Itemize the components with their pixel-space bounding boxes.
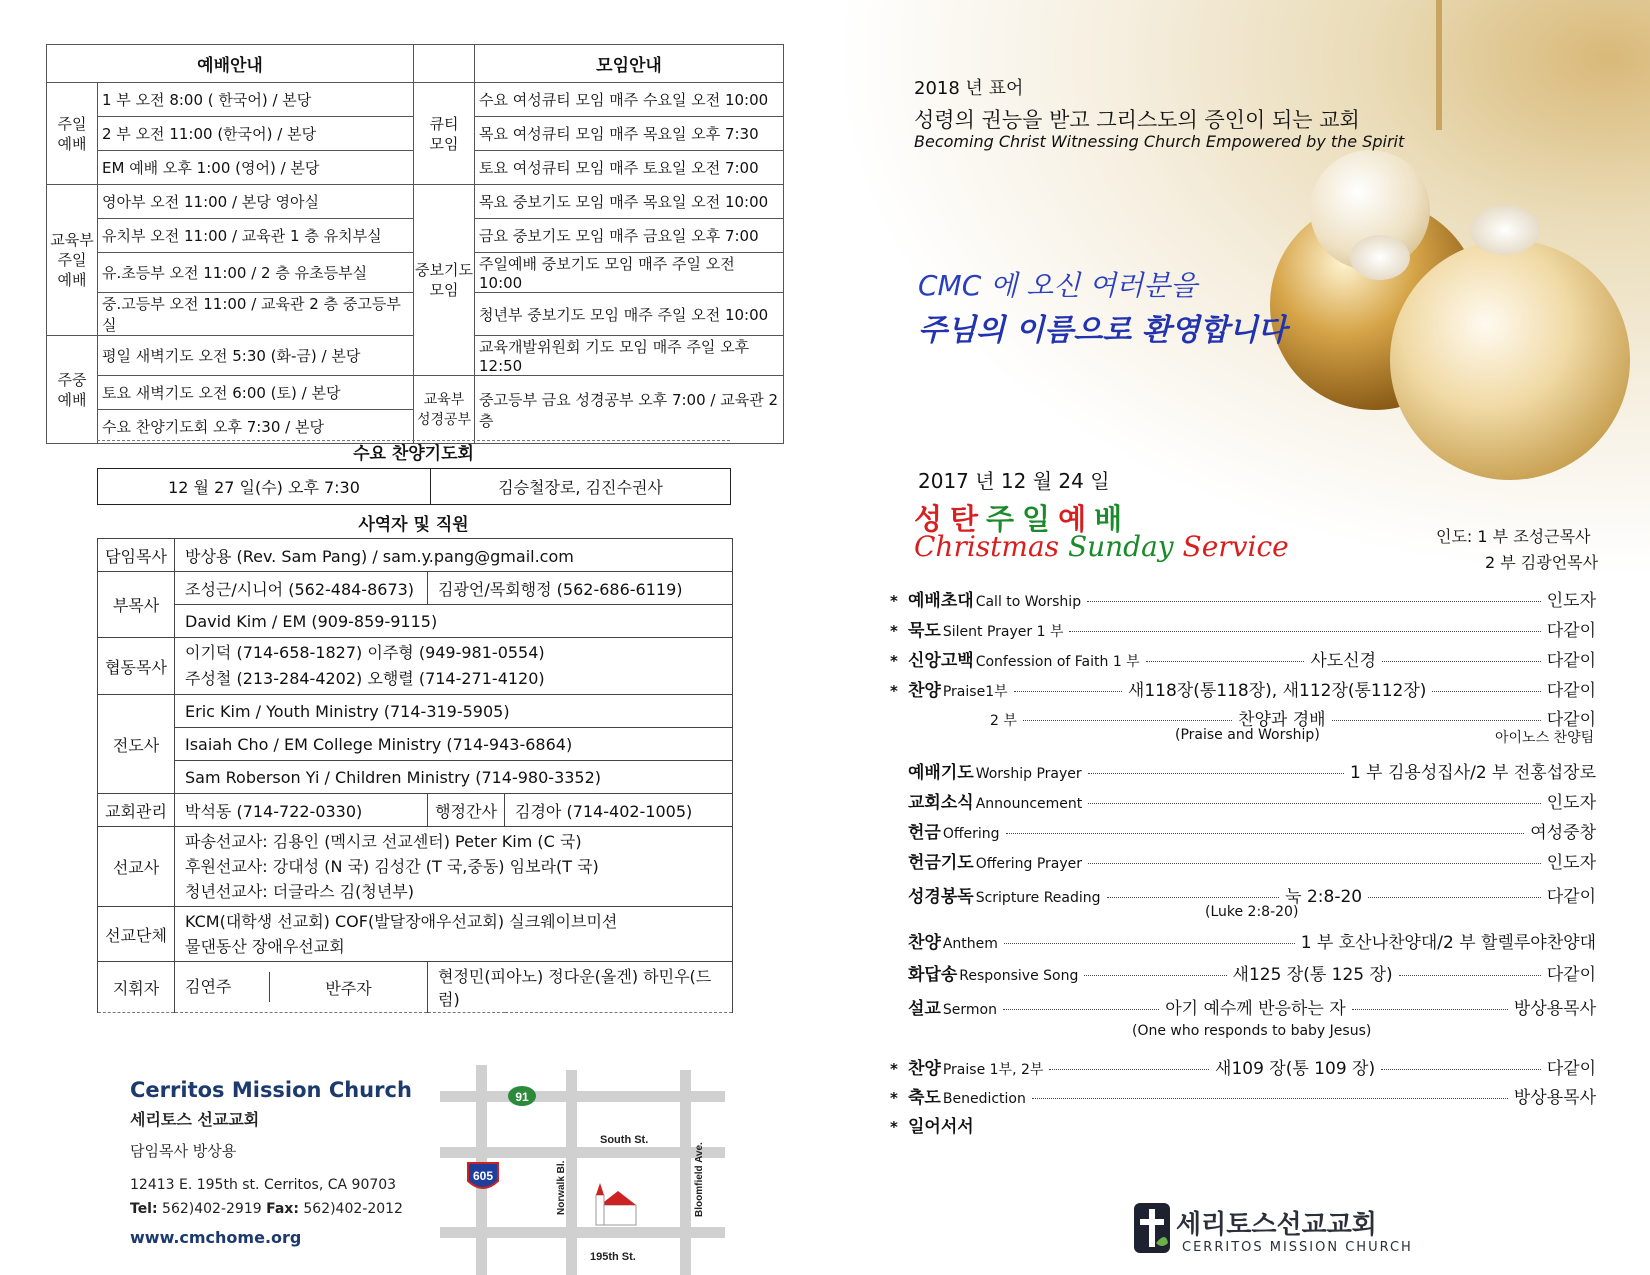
order-english: Offering Prayer	[975, 856, 1083, 872]
evangelist-1: Eric Kim / Youth Ministry (714-319-5905)	[175, 695, 733, 728]
weekday-category: 주중 예배	[47, 336, 98, 444]
order-korean: 찬양	[908, 1059, 941, 1079]
associate-3: David Kim / EM (909-859-9115)	[175, 605, 733, 638]
order-item	[890, 616, 1596, 641]
dot-leader	[1006, 833, 1525, 834]
order-korean: 찬양	[908, 933, 941, 953]
church-name-kr: 세리토스 선교교회	[130, 1110, 260, 1129]
order-korean: 교회소식	[908, 793, 974, 813]
wednesday-title: 수요 찬양기도회	[97, 440, 730, 465]
mission-orgs	[175, 907, 733, 962]
order-content: 새125 장(통 125 장)	[1232, 965, 1393, 985]
order-item	[890, 646, 1596, 671]
dot-leader	[1084, 975, 1226, 976]
edu-service-3: 유.초등부 오전 11:00 / 2 층 유초등부실	[98, 253, 414, 293]
dot-leader	[1014, 691, 1122, 692]
dot-leader	[1352, 1009, 1508, 1010]
dot-leader	[1107, 897, 1280, 898]
sunday-category: 주일 예배	[47, 83, 98, 185]
order-responsible: 다같이	[1546, 965, 1597, 985]
order-responsible: 다같이	[1546, 887, 1597, 907]
org-label: 선교단체	[98, 907, 175, 962]
order-english: Offering	[942, 826, 1000, 842]
fax-label: Fax:	[266, 1201, 299, 1217]
order-english: Benediction	[942, 1091, 1026, 1107]
dot-leader	[1049, 1069, 1209, 1070]
order-korean: 헌금	[908, 823, 941, 843]
edu-service-1: 영아부 오전 11:00 / 본당 영아실	[98, 185, 414, 219]
order-item	[890, 928, 1596, 953]
motto-english: Becoming Christ Witnessing Church Empowered by the Spirit	[914, 132, 1405, 151]
service-date: 2017 년 12 월 24 일	[918, 469, 1110, 493]
order-korean: 헌금기도	[908, 853, 974, 873]
accomp-label: 반주자	[325, 978, 372, 998]
order-english: Praise 1부, 2부	[942, 1062, 1044, 1078]
title-char-6: 배	[1094, 502, 1131, 536]
prayer-meeting-2: 금요 중보기도 모임 매주 금요일 오후 7:00	[475, 219, 784, 253]
title-char-1: 성	[914, 502, 951, 536]
order-content: 새109 장(통 109 장)	[1215, 1059, 1376, 1079]
edu-service-4: 중.고등부 오전 11:00 / 교육관 2 층 중고등부실	[98, 293, 414, 336]
welcome-line-2: 주님의 이름으로 환영합니다	[918, 313, 1287, 348]
luke-note: (Luke 2:8-20)	[1205, 904, 1299, 920]
dot-leader	[1088, 863, 1541, 864]
hwy-605-label: 605	[472, 1169, 494, 1183]
order-responsible: 인도자	[1546, 853, 1596, 873]
dot-leader	[1368, 897, 1541, 898]
title-char-5: 예	[1058, 502, 1095, 536]
hwy-91-label: 91	[515, 1090, 529, 1104]
dot-leader	[1381, 1069, 1541, 1070]
accompanists: 현정민(피아노) 정다운(올겐) 하민우(드럼)	[428, 962, 733, 1013]
conductor-label: 지휘자	[98, 962, 175, 1013]
edu-service-2: 유치부 오전 11:00 / 교육관 1 층 유치부실	[98, 219, 414, 253]
bible-study: 중고등부 금요 성경공부 오후 7:00 / 교육관 2 층	[475, 376, 784, 444]
service-meeting-table	[46, 44, 784, 444]
order-korean: 화답송	[908, 965, 958, 985]
facility-manager: 박석동 (714-722-0330)	[175, 794, 428, 827]
order-item	[890, 1112, 1596, 1137]
admin-label: 행정간사	[428, 794, 505, 827]
admin-staff: 김경아 (714-402-1005)	[505, 794, 733, 827]
dot-leader	[1087, 601, 1541, 602]
tel-number: 562)402-2919	[162, 1201, 262, 1217]
order-responsible: 다같이	[1546, 651, 1596, 671]
prayer-meeting-5: 교육개발위원회 기도 모임 매주 주일 오후 12:50	[475, 336, 784, 376]
missionaries	[175, 827, 733, 907]
dot-leader	[1332, 720, 1541, 721]
staff-title: 사역자 및 직원	[358, 515, 469, 535]
qt-category: 큐티 모임	[414, 83, 475, 185]
order-star: *	[890, 622, 898, 640]
order-english: Responsive Song	[959, 968, 1079, 984]
org-line-1: KCM(대학생 선교회) COF(발달장애우선교회) 실크웨이브미션	[185, 912, 618, 931]
service-title-english	[914, 530, 1289, 563]
dot-leader	[1069, 631, 1540, 632]
order-star: *	[890, 1089, 898, 1107]
order-korean: 예배초대	[908, 591, 974, 611]
order-english: Silent Prayer 1 부	[942, 624, 1064, 640]
church-address: 12413 E. 195th st. Cerritos, CA 90703	[130, 1177, 397, 1193]
dot-leader	[1399, 975, 1541, 976]
dot-leader	[1088, 803, 1540, 804]
ribbon-bow-right	[1470, 205, 1540, 255]
logo-english: CERRITOS MISSION CHURCH	[1182, 1240, 1413, 1255]
sunday-service-1: 1 부 오전 8:00 ( 한국어) / 본당	[98, 83, 414, 117]
leader-line-1: 인도: 1 부 조성근목사	[1436, 527, 1591, 546]
195th-label: 195th St.	[590, 1251, 636, 1263]
welcome-line-1: CMC 에 오신 여러분을	[918, 269, 1198, 302]
church-map	[440, 1065, 725, 1275]
ornament-string	[1436, 0, 1442, 130]
church-pastor: 담임목사 방상용	[130, 1142, 237, 1160]
title-char-4: 일	[1022, 502, 1059, 536]
order-content: 사도신경	[1310, 651, 1377, 671]
church-name-en: Cerritos Mission Church	[130, 1078, 412, 1102]
order-english: Announcement	[975, 796, 1083, 812]
qt-meeting-3: 토요 여성큐티 모임 매주 토요일 오전 7:00	[475, 151, 784, 185]
order-responsible: 다같이	[1546, 681, 1597, 701]
org-line-2: 물댄동산 장애우선교회	[185, 937, 345, 956]
order-star: *	[890, 592, 898, 610]
dot-leader	[1023, 720, 1232, 721]
sunday-service-2: 2 부 오전 11:00 (한국어) / 본당	[98, 117, 414, 151]
order-responsible: 방상용목사	[1513, 1088, 1596, 1108]
order-item	[890, 994, 1596, 1019]
order-english: Anthem	[942, 936, 998, 952]
order-responsible: 다같이	[1546, 621, 1596, 641]
missionary-line-3: 청년선교사: 더글라스 김(청년부)	[185, 882, 414, 901]
dot-leader	[1382, 661, 1541, 662]
title-en-service: Service	[1182, 530, 1289, 563]
order-responsible: 여성중창	[1530, 823, 1596, 843]
order-content: 아기 예수께 반응하는 자	[1165, 999, 1346, 1019]
coop-label: 협동목사	[98, 638, 175, 695]
associate-2: 김광언/목회행정 (562-686-6119)	[428, 572, 733, 605]
order-korean: 성경봉독	[908, 887, 974, 907]
coop-pastors	[175, 638, 733, 695]
order-item	[890, 676, 1596, 701]
order-star: *	[890, 1060, 898, 1078]
meeting-header: 모임안내	[475, 45, 784, 83]
order-star: *	[890, 652, 898, 670]
order-english: 2 부	[990, 713, 1017, 729]
church-phone	[130, 1201, 403, 1217]
dot-leader	[1146, 661, 1305, 662]
order-star: *	[890, 1118, 898, 1136]
title-char-3: 주	[986, 502, 1023, 536]
order-item	[890, 960, 1596, 985]
order-english: Praise1부	[942, 684, 1008, 700]
order-responsible: 1 부 호산나찬양대/2 부 할렐루야찬양대	[1300, 933, 1596, 953]
weekday-service-2: 토요 새벽기도 오전 6:00 (토) / 본당	[98, 376, 414, 410]
conductor	[175, 962, 428, 1013]
norwalk-label: Norwalk Bl.	[556, 1160, 567, 1215]
prayer-meeting-3: 주일예배 중보기도 모임 매주 주일 오전 10:00	[475, 253, 784, 293]
motto-korean: 성령의 권능을 받고 그리스도의 증인이 되는 교회	[914, 108, 1360, 132]
praise-team-note: 아이노스 찬양팀	[1495, 730, 1595, 746]
tel-label: Tel:	[130, 1201, 158, 1217]
wednesday-table	[97, 468, 731, 505]
order-english: Sermon	[942, 1002, 997, 1018]
order-responsible: 다같이	[1546, 1059, 1596, 1079]
dot-leader	[1432, 691, 1540, 692]
order-responsible: 1 부 김용성집사/2 부 전홍섭장로	[1349, 763, 1596, 783]
edu-category: 교육부 주일 예배	[47, 185, 98, 336]
senior-pastor: 방상용 (Rev. Sam Pang) / sam.y.pang@gmail.com	[175, 539, 733, 572]
order-english: Call to Worship	[975, 594, 1082, 610]
prayer-meeting-1: 목요 중보기도 모임 매주 목요일 오전 10:00	[475, 185, 784, 219]
bloomfield-label: Bloomfield Ave.	[694, 1142, 705, 1217]
order-korean: 축도	[908, 1088, 941, 1108]
order-korean: 신앙고백	[908, 651, 974, 671]
leader-line-2: 2 부 김광언목사	[1485, 553, 1599, 572]
dot-leader	[1004, 943, 1295, 944]
church-website[interactable]: www.cmchome.org	[130, 1228, 302, 1247]
staff-table	[97, 538, 733, 1013]
associate-1: 조성근/시니어 (562-484-8673)	[175, 572, 428, 605]
order-item	[890, 788, 1596, 813]
missionary-line-1: 파송선교사: 김용인 (멕시코 선교센터) Peter Kim (C 국)	[185, 832, 582, 851]
wednesday-leaders: 김승철장로, 김진수권사	[431, 469, 731, 505]
order-content: 눅 2:8-20	[1285, 887, 1363, 907]
church-logo-icon	[1134, 1203, 1170, 1253]
dot-leader	[1032, 1098, 1508, 1099]
title-char-2: 탄	[950, 502, 987, 536]
qt-meeting-2: 목요 여성큐티 모임 매주 목요일 오후 7:30	[475, 117, 784, 151]
order-item	[890, 818, 1596, 843]
evangelist-2: Isaiah Cho / EM College Ministry (714-943-6864)	[175, 728, 733, 761]
order-item	[890, 1083, 1596, 1108]
sunday-service-3: EM 예배 오후 1:00 (영어) / 본당	[98, 151, 414, 185]
missionary-line-2: 후원선교사: 강대성 (N 국) 김성간 (T 국,중동) 임보라(T 국)	[185, 857, 599, 876]
fax-number: 562)402-2012	[303, 1201, 403, 1217]
order-item	[890, 758, 1596, 783]
coop-line-2: 주성철 (213-284-4202) 오행렬 (714-271-4120)	[185, 669, 545, 688]
dot-leader	[1003, 1009, 1159, 1010]
order-responsible: 다같이	[1546, 710, 1596, 730]
order-content: 새118장(통118장), 새112장(통112장)	[1127, 681, 1427, 701]
weekday-service-1: 평일 새벽기도 오전 5:30 (화-금) / 본당	[98, 336, 414, 376]
order-item	[890, 848, 1596, 873]
order-korean: 묵도	[908, 621, 941, 641]
title-en-sunday: Sunday	[1067, 530, 1174, 563]
order-english: Scripture Reading	[975, 890, 1101, 906]
evangelist-label: 전도사	[98, 695, 175, 794]
conductor-name: 김연주	[175, 972, 270, 1002]
wednesday-date: 12 월 27 일(수) 오후 7:30	[98, 469, 431, 505]
missionary-label: 선교사	[98, 827, 175, 907]
facility-label: 교회관리	[98, 794, 175, 827]
gold-ornament-right	[1390, 240, 1630, 480]
praise-worship-note: (Praise and Worship)	[1175, 727, 1320, 743]
senior-label: 담임목사	[98, 539, 175, 572]
ribbon-bow-left	[1350, 235, 1410, 280]
year-motto-label: 2018 년 표어	[914, 78, 1024, 99]
order-item	[890, 1054, 1596, 1079]
weekday-service-3: 수요 찬양기도회 오후 7:30 / 본당	[98, 410, 414, 444]
road-norwalk	[566, 1070, 577, 1275]
order-responsible: 인도자	[1546, 591, 1596, 611]
coop-line-1: 이기덕 (714-658-1827) 이주형 (949-981-0554)	[185, 643, 545, 662]
order-content: 찬양과 경배	[1238, 710, 1326, 730]
sermon-english-note: (One who responds to baby Jesus)	[1132, 1023, 1372, 1039]
header-spacer	[414, 45, 475, 83]
worship-header: 예배안내	[47, 45, 414, 83]
prayer-category: 중보기도 모임	[414, 185, 475, 376]
order-star: *	[890, 682, 898, 700]
qt-meeting-1: 수요 여성큐티 모임 매주 수요일 오전 10:00	[475, 83, 784, 117]
order-english: Confession of Faith 1 부	[975, 654, 1140, 670]
south-st-label: South St.	[600, 1134, 649, 1146]
order-item	[890, 586, 1596, 611]
order-english: Worship Prayer	[975, 766, 1082, 782]
order-korean: 예배기도	[908, 763, 974, 783]
road-bloomfield	[680, 1070, 691, 1275]
dot-leader	[1088, 773, 1344, 774]
order-korean: 일어서서	[908, 1117, 974, 1137]
logo-korean: 세리토스선교교회	[1176, 1210, 1377, 1240]
order-responsible: 방상용목사	[1513, 999, 1597, 1019]
order-responsible: 인도자	[1546, 793, 1596, 813]
order-korean: 설교	[908, 999, 941, 1019]
title-en-christmas: Christmas	[914, 530, 1060, 563]
associate-label: 부목사	[98, 572, 175, 638]
order-korean: 찬양	[908, 681, 941, 701]
evangelist-3: Sam Roberson Yi / Children Ministry (714-980-3352)	[175, 761, 733, 794]
bible-category: 교육부 성경공부	[414, 376, 475, 444]
prayer-meeting-4: 청년부 중보기도 모임 매주 주일 오전 10:00	[475, 293, 784, 336]
church-building-icon	[596, 1183, 636, 1225]
